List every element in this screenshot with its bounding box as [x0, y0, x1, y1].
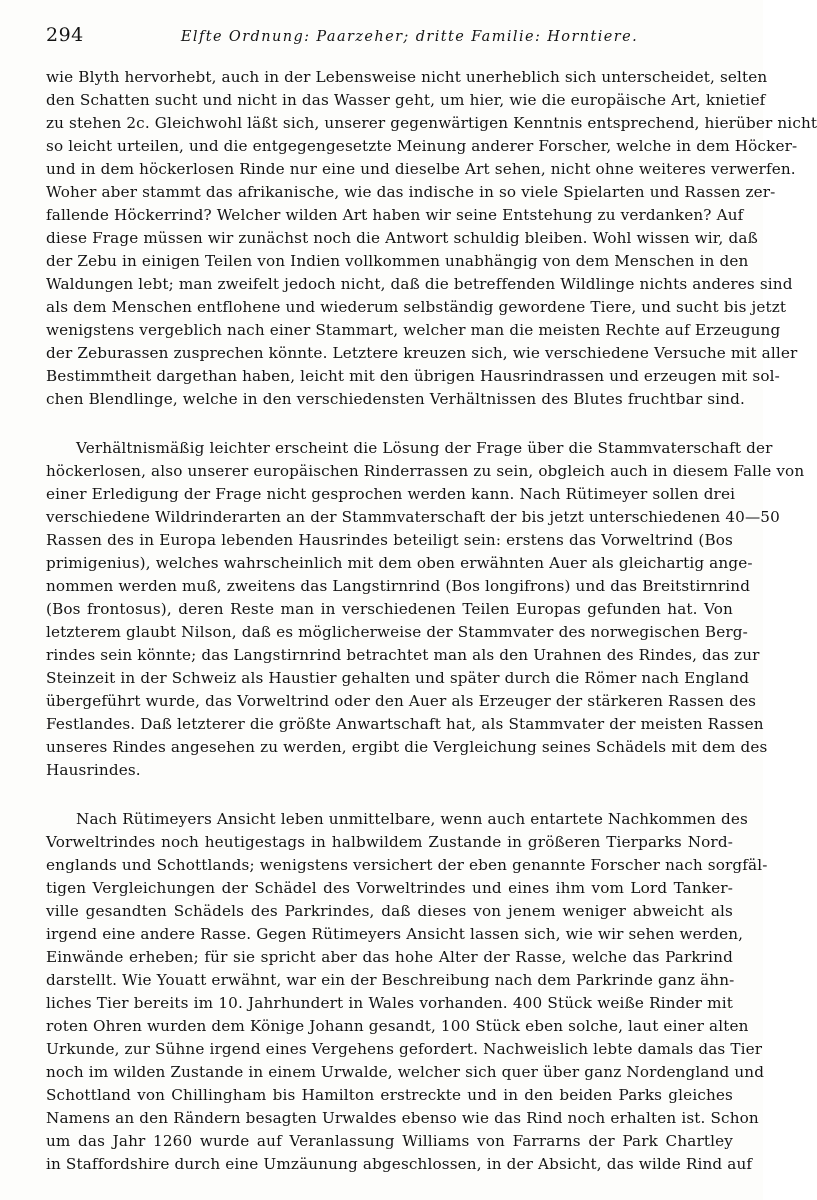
text-line: Verhältnismäßig leichter erscheint die Lösung der Frage über die Stammvaterschaft der [76, 439, 773, 457]
text-line: ville gesandten Schädels des Parkrindes, daß dieses von jenem weniger abweicht als [46, 902, 733, 920]
text-line: noch im wilden Zustande in einem Urwalde, welcher sich quer über ganz Nordengland und [46, 1063, 765, 1081]
text-line: roten Ohren wurden dem Könige Johann gesandt, 100 Stück eben solche, laut einer alten [46, 1017, 749, 1035]
text-line: wie Blyth hervorhebt, auch in der Lebensweise nicht unerheblich sich unterscheidet, selten [46, 68, 768, 86]
text-line: Woher aber stammt das afrikanische, wie das indische in so viele Spielarten und Rassen zer- [46, 183, 776, 201]
text-line: Einwände erheben; für sie spricht aber das hohe Alter der Rasse, welche das Parkrind [46, 948, 733, 966]
text-line: primigenius), welches wahrscheinlich mit dem oben erwähnten Auer als gleichartig ange- [46, 554, 753, 572]
paragraph-1 [46, 66, 817, 411]
text-line: Rassen des in Europa lebenden Hausrindes beteiligt sein: erstens das Vorweltrind (Bos [46, 531, 733, 549]
text-line: der Zeburassen zusprechen könnte. Letztere kreuzen sich, wie verschiedene Versuche mit aller [46, 344, 798, 362]
text-line: diese Frage müssen wir zunächst noch die Antwort schuldig bleiben. Wohl wissen wir, daß [46, 229, 758, 247]
text-line: höckerlosen, also unserer europäischen Rinderrassen zu sein, obgleich auch in diesem Falle von [46, 462, 805, 480]
text-line: fallende Höckerrind? Welcher wilden Art haben wir seine Entstehung zu verdanken? Auf [46, 206, 744, 224]
text-line: um das Jahr 1260 wurde auf Veranlassung Williams von Farrarns der Park Chartley [46, 1132, 733, 1150]
text-line: (Bos frontosus), deren Reste man in verschiedenen Teilen Europas gefunden hat. Von [46, 600, 733, 618]
running-title: Elfte Ordnung: Paarzeher; dritte Familie: Horntiere. [180, 29, 639, 45]
text-line: unseres Rindes angesehen zu werden, ergibt die Vergleichung seines Schädels mit dem des [46, 738, 768, 756]
text-line: Vorweltrindes noch heutigestags in halbwildem Zustande in größeren Tierparks Nord- [46, 833, 733, 851]
text-line: und in dem höckerlosen Rinde nur eine und dieselbe Art sehen, nicht ohne weiteres verwerfen. [46, 160, 796, 178]
text-line: verschiedene Wildrinderarten an der Stammvaterschaft der bis jetzt unterschiedenen 40—50 [46, 508, 780, 526]
text-line: Namens an den Rändern besagten Urwaldes ebenso wie das Rind noch erhalten ist. Schon [46, 1109, 759, 1127]
page-number: 294 [46, 24, 84, 46]
text-line: letzterem glaubt Nilson, daß es möglicherweise der Stammvater des norwegischen Berg- [46, 623, 748, 641]
running-head [46, 24, 733, 58]
text-line: tigen Vergleichungen der Schädel des Vorweltrindes und eines ihm vom Lord Tanker- [46, 879, 733, 897]
text-line: zu stehen 2c. Gleichwohl läßt sich, unserer gegenwärtigen Kenntnis entsprechend, hierüber nicht [46, 114, 817, 132]
paragraph-2 [46, 437, 805, 782]
text-line: als dem Menschen entflohene und wiederum selbständig gewordene Tiere, und sucht bis jetzt [46, 298, 787, 316]
text-line: nommen werden muß, zweitens das Langstirnrind (Bos longifrons) und das Breitstirnrind [46, 577, 751, 595]
text-line: liches Tier bereits im 10. Jahrhundert in Wales vorhanden. 400 Stück weiße Rinder mit [46, 994, 733, 1012]
text-line: so leicht urteilen, und die entgegengesetzte Meinung anderer Forscher, welche in dem Höcker- [46, 137, 798, 155]
text-line: übergeführt wurde, das Vorweltrind oder den Auer als Erzeuger der stärkeren Rassen des [46, 692, 757, 710]
paragraph-3 [46, 808, 768, 1176]
text-line: Hausrindes. [46, 761, 141, 779]
text-line: chen Blendlinge, welche in den verschiedensten Verhältnissen des Blutes fruchtbar sind. [46, 390, 745, 408]
text-line: Urkunde, zur Sühne irgend eines Vergehens gefordert. Nachweislich lebte damals das Tier [46, 1040, 763, 1058]
text-line: irgend eine andere Rasse. Gegen Rütimeyers Ansicht lassen sich, wie wir sehen werden, [46, 925, 744, 943]
text-line: rindes sein könnte; das Langstirnrind betrachtet man als den Urahnen des Rindes, das zur [46, 646, 760, 664]
text-line: Festlandes. Daß letzterer die größte Anwartschaft hat, als Stammvater der meisten Rassen [46, 715, 764, 733]
text-line: Steinzeit in der Schweiz als Haustier gehalten und später durch die Römer nach England [46, 669, 750, 687]
text-line: den Schatten sucht und nicht in das Wasser geht, um hier, wie die europäische Art, knietief [46, 91, 766, 109]
text-line: englands und Schottlands; wenigstens versichert der eben genannte Forscher nach sorgfäl- [46, 856, 768, 874]
text-line: Waldungen lebt; man zweifelt jedoch nicht, daß die betreffenden Wildlinge nichts anderes sind [46, 275, 793, 293]
text-line: darstellt. Wie Youatt erwähnt, war ein der Beschreibung nach dem Parkrinde ganz ähn- [46, 971, 735, 989]
text-line: wenigstens vergeblich nach einer Stammart, welcher man die meisten Rechte auf Erzeugung [46, 321, 781, 339]
text-line: Nach Rütimeyers Ansicht leben unmittelbare, wenn auch entartete Nachkommen des [76, 810, 748, 828]
text-line: einer Erledigung der Frage nicht gesprochen werden kann. Nach Rütimeyer sollen drei [46, 485, 736, 503]
text-line: Schottland von Chillingham bis Hamilton erstreckte und in den beiden Parks gleiches [46, 1086, 733, 1104]
text-line: in Staffordshire durch eine Umzäunung abgeschlossen, in der Absicht, das wilde Rind auf [46, 1155, 753, 1173]
text-line: Bestimmtheit dargethan haben, leicht mit den übrigen Hausrindrassen und erzeugen mit sol- [46, 367, 780, 385]
text-line: der Zebu in einigen Teilen von Indien vollkommen unabhängig von dem Menschen in den [46, 252, 749, 270]
